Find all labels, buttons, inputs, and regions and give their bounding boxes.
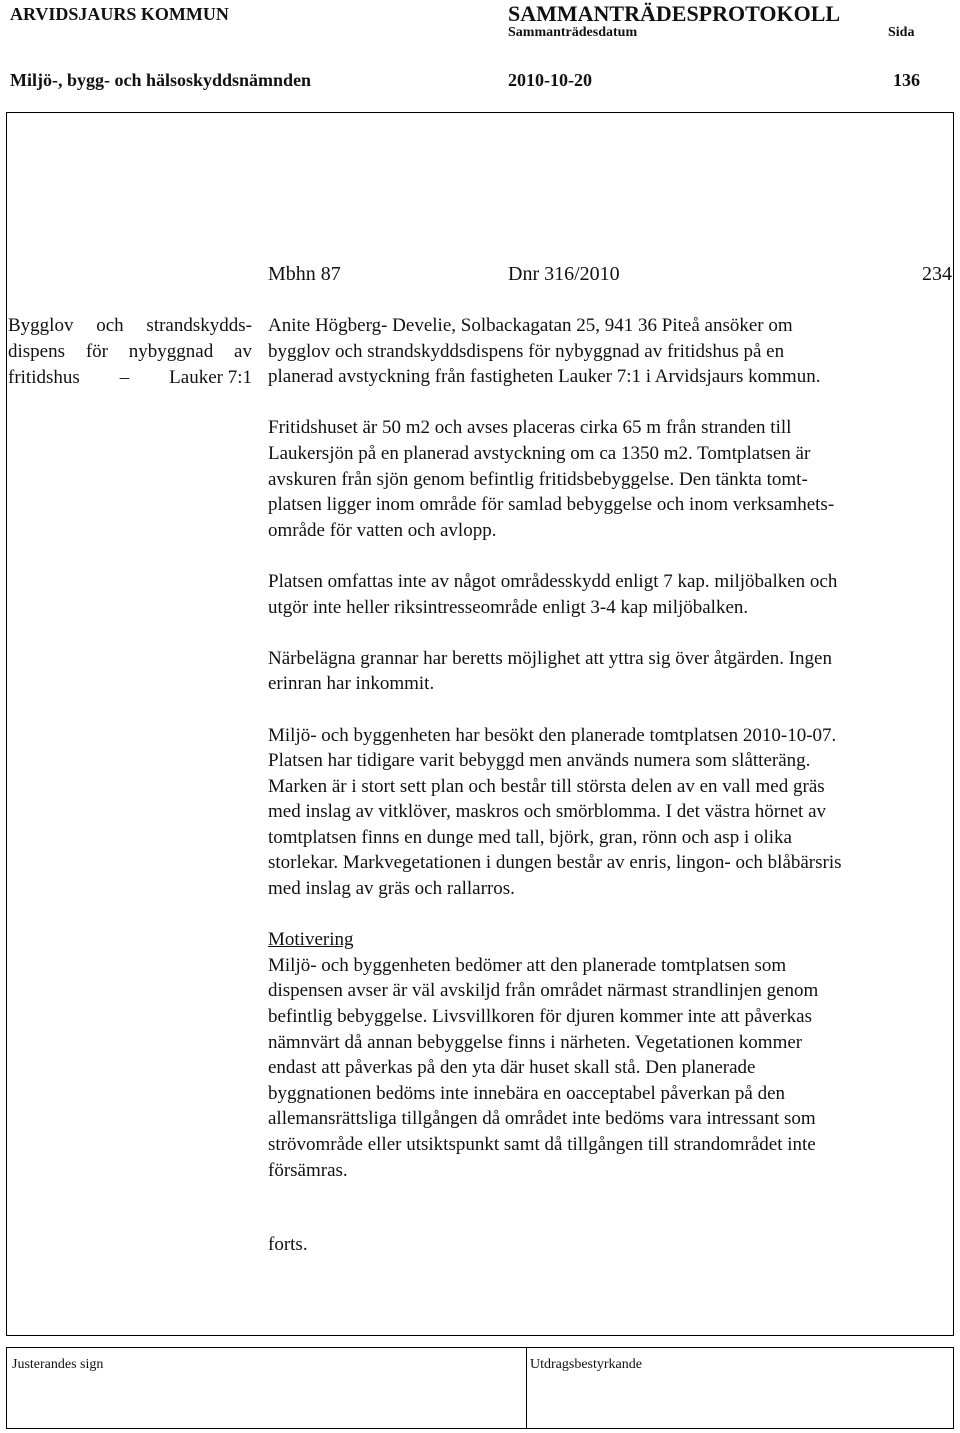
sidebar-word: –: [119, 367, 130, 388]
text-line: allemansrättsliga tillgången då området inte bedöms vara intressant som: [268, 1108, 816, 1130]
text-line: endast att påverkas på den yta där huset skall stå. Den planerade: [268, 1057, 756, 1079]
text-line: bygglov och strandskyddsdispens för nybyggnad av fritidshus på en: [268, 340, 785, 362]
sidebar-line: [8, 339, 252, 365]
motivering-section: [268, 927, 952, 1183]
signature-divider: [526, 1347, 527, 1429]
page-label: Sida: [888, 25, 915, 40]
sidebar-line: [8, 313, 252, 339]
text-line: storlekar. Markvegetationen i dungen består av enris, lingon- och blåbärsris: [268, 852, 842, 874]
protocol-title: SAMMANTRÄDESPROTOKOLL: [508, 1, 841, 26]
text-line: erinran har inkommit.: [268, 673, 435, 695]
meeting-date: 2010-10-20: [508, 70, 592, 90]
text-line: dispensen avser är väl avskiljd från området närmast strandlinjen genom: [268, 980, 819, 1002]
sidebar-word: dispens: [8, 341, 65, 362]
page-number: 136: [893, 70, 920, 90]
text-line: byggnationen bedöms inte innebära en oacceptabel påverkan på den: [268, 1082, 786, 1104]
text-line: försämras.: [268, 1159, 348, 1181]
text-line: tomtplatsen finns en dunge med tall, björk, gran, rönn och asp i olika: [268, 826, 792, 848]
body-paragraph: [268, 569, 952, 620]
motivering-heading: Motivering: [268, 929, 354, 951]
text-line: planerad avstyckning från fastigheten Lauker 7:1 i Arvidsjaurs kommun.: [268, 366, 821, 388]
text-line: Miljö- och byggenheten bedömer att den planerade tomtplatsen som: [268, 954, 787, 976]
body-paragraph: [268, 415, 952, 543]
committee-name: Miljö-, bygg- och hälsoskyddsnämnden: [10, 70, 312, 90]
text-line: Fritidshuset är 50 m2 och avses placeras cirka 65 m från stranden till: [268, 417, 792, 439]
text-line: nämnvärt då annan bebyggelse finns i närheten. Vegetationen kommer: [268, 1031, 803, 1053]
sidebar-line: [8, 365, 252, 391]
extract-certification-label: Utdragsbestyrkande: [530, 1357, 642, 1372]
paragraph-number: 234: [922, 263, 952, 285]
text-line: platsen ligger inom område för samlad bebyggelse och inom verksamhets-: [268, 494, 835, 516]
text-line: Platsen omfattas inte av något områdesskydd enligt 7 kap. miljöbalken och: [268, 570, 838, 592]
body-paragraph: [268, 723, 952, 902]
diary-number: Dnr 316/2010: [508, 263, 620, 285]
case-heading-sidebar: [8, 313, 252, 391]
sidebar-word: och: [96, 315, 124, 336]
case-body: [268, 313, 952, 1209]
sidebar-word: för: [85, 341, 108, 362]
continued-label: forts.: [268, 1234, 308, 1255]
text-line: område för vatten och avlopp.: [268, 519, 497, 541]
text-line: Marken är i stort sett plan och består till största delen av en vall med gräs: [268, 775, 825, 797]
text-line: Laukersjön på en planerad avstyckning om ca 1350 m2. Tomtplatsen är: [268, 442, 811, 464]
text-line: utgör inte heller riksintresseområde enligt 3-4 kap miljöbalken.: [268, 596, 749, 618]
sidebar-word: nybyggnad: [128, 341, 214, 362]
sidebar-word: Bygglov: [8, 315, 74, 336]
text-line: Anite Högberg- Develie, Solbackagatan 25, 941 36 Piteå ansöker om: [268, 315, 793, 336]
case-number: Mbhn 87: [268, 263, 341, 285]
adjuster-signature-label: Justerandes sign: [12, 1357, 104, 1372]
text-line: strövområde eller utsiktspunkt samt då tillgången till strandområdet inte: [268, 1134, 816, 1155]
text-line: Platsen har tidigare varit bebyggd men används numera som slåtteräng.: [268, 750, 811, 772]
text-line: med inslag av gräs och rallarros.: [268, 878, 515, 900]
sidebar-word: strandskydds-: [146, 315, 252, 336]
sidebar-word: Lauker 7:1: [169, 367, 252, 388]
text-line: Närbelägna grannar har beretts möjlighet att yttra sig över åtgärden. Ingen: [268, 647, 832, 669]
municipality-name: ARVIDSJAURS KOMMUN: [10, 4, 229, 24]
sidebar-word: fritidshus: [8, 367, 80, 388]
text-line: med inslag av vitklöver, maskros och smörblomma. I det västra hörnet av: [268, 801, 827, 823]
text-line: befintlig bebyggelse. Livsvillkoren för djuren kommer inte att påverkas: [268, 1006, 812, 1028]
meeting-date-label: Sammanträdesdatum: [508, 25, 638, 40]
signature-frame: [6, 1347, 954, 1429]
sidebar-word: av: [234, 341, 252, 362]
body-paragraph: [268, 646, 952, 697]
body-paragraph: [268, 313, 952, 390]
text-line: avskuren från sjön genom befintlig fritidsbebyggelse. Den tänkta tomt-: [268, 468, 808, 490]
text-line: Miljö- och byggenheten har besökt den planerade tomtplatsen 2010-10-07.: [268, 724, 837, 746]
case-reference-row: [268, 263, 952, 289]
